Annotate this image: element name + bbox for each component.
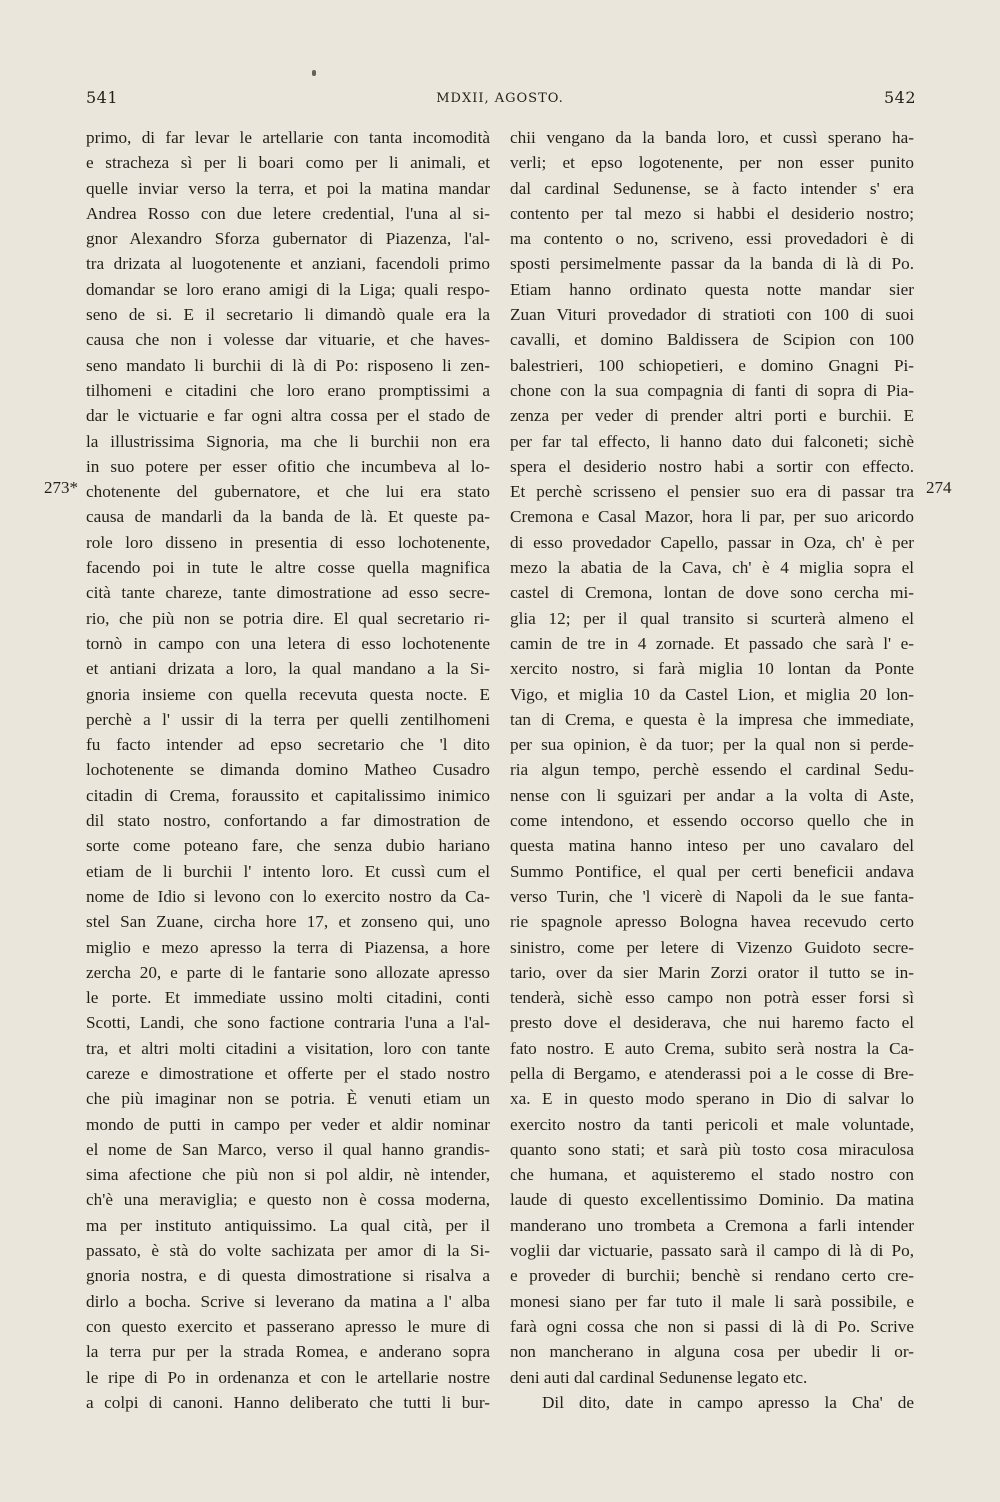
text-line: causa che non i volesse dar vituarie, et che haves-: [86, 330, 490, 350]
text-line: le porte. Et immediate ussino molti citadini, conti: [86, 988, 490, 1008]
text-line: come intendono, et essendo occorso quello che in: [510, 811, 914, 831]
text-line: laude di questo excellentissimo Dominio. Da matina: [510, 1190, 914, 1210]
text-line: gnoria nostra, e di questa dimostratione si risalva a: [86, 1266, 490, 1286]
text-line: cavalli, et domino Baldissera de Scipion con 100: [510, 330, 914, 350]
text-line: xa. E in questo modo sperano in Dio di salvar lo: [510, 1089, 914, 1109]
text-line: nense con li sguizari per andar a la volta di Aste,: [510, 785, 914, 805]
text-line: Dil dito, date in campo apresso la Cha' de: [542, 1392, 914, 1412]
text-line: fato nostro. E auto Crema, subito serà nostra la Ca-: [510, 1038, 914, 1058]
text-line: pella di Bergamo, e atenderassi poi a le cosse di Bre-: [510, 1063, 914, 1083]
text-line: Et perchè scrisseno el pensier suo era di passar tra: [510, 482, 914, 502]
text-line: dar le victuarie e far ogni altra cossa per el stado de: [86, 406, 490, 426]
text-line: verso Turin, che 'l vicerè di Napoli da le sue fanta-: [510, 886, 914, 906]
text-line: per sua opinion, è da tuor; per la qual non si perde-: [510, 735, 914, 755]
running-header: MDXII, AGOSTO.: [436, 91, 564, 106]
text-line: ria algun tempo, perchè essendo el cardinal Sedu-: [510, 760, 914, 780]
text-line: chone con la sua compagnia di fanti di sopra di Pia-: [510, 380, 914, 400]
text-line: Andrea Rosso con due letere credential, l'una al si-: [86, 203, 490, 223]
left-text-column: [86, 125, 490, 1415]
text-line: questa matina hanno inteso per uno cavalaro del: [510, 836, 914, 856]
text-line: di esso provedador Capello, passar in Oza, ch' è per: [510, 532, 914, 552]
text-line: sima afectione che più non si pol aldir, nè intender,: [86, 1165, 490, 1185]
text-line: Zuan Vituri provedador di stratioti con 100 di suoi: [510, 305, 914, 325]
text-line: cità tante chareze, tante dimostratione ad esso secre-: [86, 583, 490, 603]
text-line: deni auti dal cardinal Sedunense legato etc.: [510, 1367, 808, 1387]
margin-number-left: 273*: [44, 478, 78, 497]
text-line: el nome de San Marco, verso il qual hanno grandis-: [86, 1139, 490, 1159]
text-line: quanto sono stati; et sarà più tosto cosa miraculosa: [510, 1139, 914, 1159]
text-line: zenza per veder di prender altri porti e burchii. E: [510, 406, 914, 426]
text-line: castel di Cremona, lontan de dove sono cercha mi-: [510, 583, 914, 603]
text-line: Cremona e Casal Mazor, hora li par, per suo aricordo: [510, 507, 914, 527]
text-line: e stracheza sì per li boari como per li animali, et: [86, 153, 490, 173]
text-line: citadin di Crema, foraussito et capitalissimo inimico: [86, 785, 490, 805]
text-line: ma contento o no, scriveno, essi provedadori è di: [510, 229, 914, 249]
text-line: dal cardinal Sedunense, se à facto intender s' era: [510, 178, 914, 198]
text-line: voglii dar victuarie, passato sarà il campo di là di Po,: [510, 1241, 914, 1261]
text-line: Etiam hanno ordinato questa notte mandar sier: [510, 279, 914, 299]
text-line: gnor Alexandro Sforza gubernator di Piazenza, l'al-: [86, 229, 490, 249]
text-line: tenderà, sichè esso campo non potrà esser forsi sì: [510, 988, 914, 1008]
text-line: et antiani drizata a loro, la qual mandano a la Si-: [86, 659, 490, 679]
text-line: chii vengano da la banda loro, et cussì sperano ha-: [510, 128, 914, 147]
text-line: balestrieri, 100 schiopetieri, e domino Gnagni Pi-: [510, 355, 914, 375]
text-line: che più imaginar non se potria. È venuti etiam un: [86, 1089, 490, 1109]
text-line: zercha 20, e parte di le fantarie sono allozate apresso: [86, 962, 490, 982]
text-line: che humana, et aquisteremo el stado nostro con: [510, 1165, 914, 1185]
text-line: tornò in campo con una letera di esso lochotenente: [86, 633, 490, 653]
text-line: dirlo a bocha. Scrive si leverano da matina a l' alba: [86, 1291, 490, 1311]
text-line: glia 12; per il qual transito si scurterà almeno el: [510, 608, 914, 628]
text-line: facendo poi in tute le altre cosse quella magnifica: [86, 558, 490, 578]
text-line: mondo de putti in campo per veder et aldir nominar: [86, 1114, 490, 1134]
text-line: primo, di far levar le artellarie con tanta incomodità: [86, 128, 490, 147]
text-line: presto dove el desiderava, che nui haremo facto el: [510, 1013, 914, 1033]
text-line: exercito nostro da tanti pericoli et male voluntade,: [510, 1114, 914, 1134]
text-line: perchè a l' ussir di la terra per quelli zentilhomeni: [86, 709, 490, 729]
text-line: monesi siano per far tuto il male li sarà possibile, e: [510, 1291, 914, 1311]
text-line: camin de tre in 4 zornade. Et passado che sarà l' e-: [510, 633, 914, 653]
text-line: Vigo, et miglia 10 da Castel Lion, et miglia 20 lon-: [510, 684, 914, 704]
text-line: la terra pur per la strada Romea, e anderano sopra: [86, 1342, 490, 1362]
text-line: contento per tal mezo si habbi el desiderio nostro;: [510, 203, 914, 223]
margin-number-right: 274: [926, 478, 952, 497]
text-line: rio, che più non se potria dire. El qual secretario ri-: [86, 608, 490, 628]
text-line: sorte come poteano fare, che senza dubio hariano: [86, 836, 490, 856]
text-line: Scotti, Landi, che sono factione contraria l'una a l'al-: [86, 1013, 490, 1033]
text-line: tilhomeni e citadini che loro erano promptissimi a: [86, 380, 490, 400]
ink-speck: [312, 70, 316, 76]
text-line: careze e dimostratione et offerte per el stado nostro: [86, 1063, 490, 1083]
right-text-column: [510, 125, 914, 1415]
text-line: manderano uno trombeta a Cremona a farli intender: [510, 1215, 914, 1235]
text-line: a colpi di canoni. Hanno deliberato che tutti li bur-: [86, 1392, 490, 1412]
text-line: nome de Idio si levono con lo exercito nostro da Ca-: [86, 886, 490, 906]
text-line: Summo Pontifice, el qual per certi beneficii andava: [510, 861, 914, 881]
text-line: tario, over da sier Marin Zorzi orator il tutto se in-: [510, 962, 914, 982]
text-line: etiam de li burchii l' intento loro. Et cussì cum el: [86, 861, 490, 881]
text-line: spera el desiderio nostro habi a sortir con effecto.: [510, 456, 914, 476]
text-line: passato, è stà do volte sachizata per amor di la Si-: [86, 1241, 490, 1261]
text-line: domandar se loro erano amigi di la Liga; quali respo-: [86, 279, 490, 299]
text-line: con questo exercito et passerano apresso le mure di: [86, 1316, 490, 1336]
text-line: quelle inviar verso la terra, et poi la matina mandar: [86, 178, 490, 198]
text-line: verli; et epso logotenente, per non esser punito: [510, 153, 914, 173]
text-line: ch'è una meraviglia; e questo non è cossa moderna,: [86, 1190, 490, 1210]
text-line: miglio e mezo apresso la terra di Piazensa, a hore: [86, 937, 490, 957]
text-line: fu facto intender ad epso secretario che 'l dito: [86, 735, 490, 755]
text-line: tra, et altri molti citadini a visitation, loro con tante: [86, 1038, 490, 1058]
text-line: non mancherano in alguna cosa per ubedir li or-: [510, 1342, 914, 1362]
text-line: tra drizata al luogotenente et anziani, facendoli primo: [86, 254, 490, 274]
page-number-left: 541: [86, 88, 119, 107]
text-line: dil stato nostro, confortando a far dimostration de: [86, 811, 490, 831]
text-line: ma per instituto antiquissimo. La qual cità, per il: [86, 1215, 490, 1235]
text-line: causa de mandarli da la banda de là. Et queste pa-: [86, 507, 490, 527]
text-line: tan di Crema, e questa è la impresa che immediate,: [510, 709, 914, 729]
text-line: xercito nostro, si farà miglia 10 lontan da Ponte: [510, 659, 914, 679]
text-line: e proveder di burchii; benchè si rendano certo cre-: [510, 1266, 914, 1286]
text-line: sposti persimelmente passar da la banda di là di Po.: [510, 254, 914, 274]
text-line: in suo potere per esser ofitio che incumbeva al lo-: [86, 456, 490, 476]
text-line: role loro disseno in presentia di esso lochotenente,: [86, 532, 490, 552]
text-line: sinistro, come per letere di Vizenzo Guidoto secre-: [510, 937, 914, 957]
text-line: per far tal effecto, li hanno dato dui falconeti; sichè: [510, 431, 914, 451]
text-line: mezo la abatia de la Cava, ch' è 4 miglia sopra el: [510, 558, 914, 578]
text-line: farà ogni cossa che non si passi di là di Po. Scrive: [510, 1316, 914, 1336]
text-line: chotenente del gubernatore, et che lui era stato: [86, 482, 490, 502]
text-line: la illustrissima Signoria, ma che li burchii non era: [86, 431, 490, 451]
text-line: seno de si. E il secretario li dimandò quale era la: [86, 305, 490, 325]
text-line: le ripe di Po in ordenanza et con le artellarie nostre: [86, 1367, 490, 1387]
text-line: lochotenente se dimanda domino Matheo Cusadro: [86, 760, 490, 780]
text-line: stel San Zuane, circha hore 17, et zonseno qui, uno: [86, 912, 490, 932]
page-number-right: 542: [884, 88, 917, 107]
text-line: gnoria insieme con quella recevuta questa nocte. E: [86, 684, 490, 704]
text-line: rie spagnole apresso Bologna havea recevudo certo: [510, 912, 914, 932]
text-line: seno mandato li burchii di là di Po: risposeno li zen-: [86, 355, 490, 375]
